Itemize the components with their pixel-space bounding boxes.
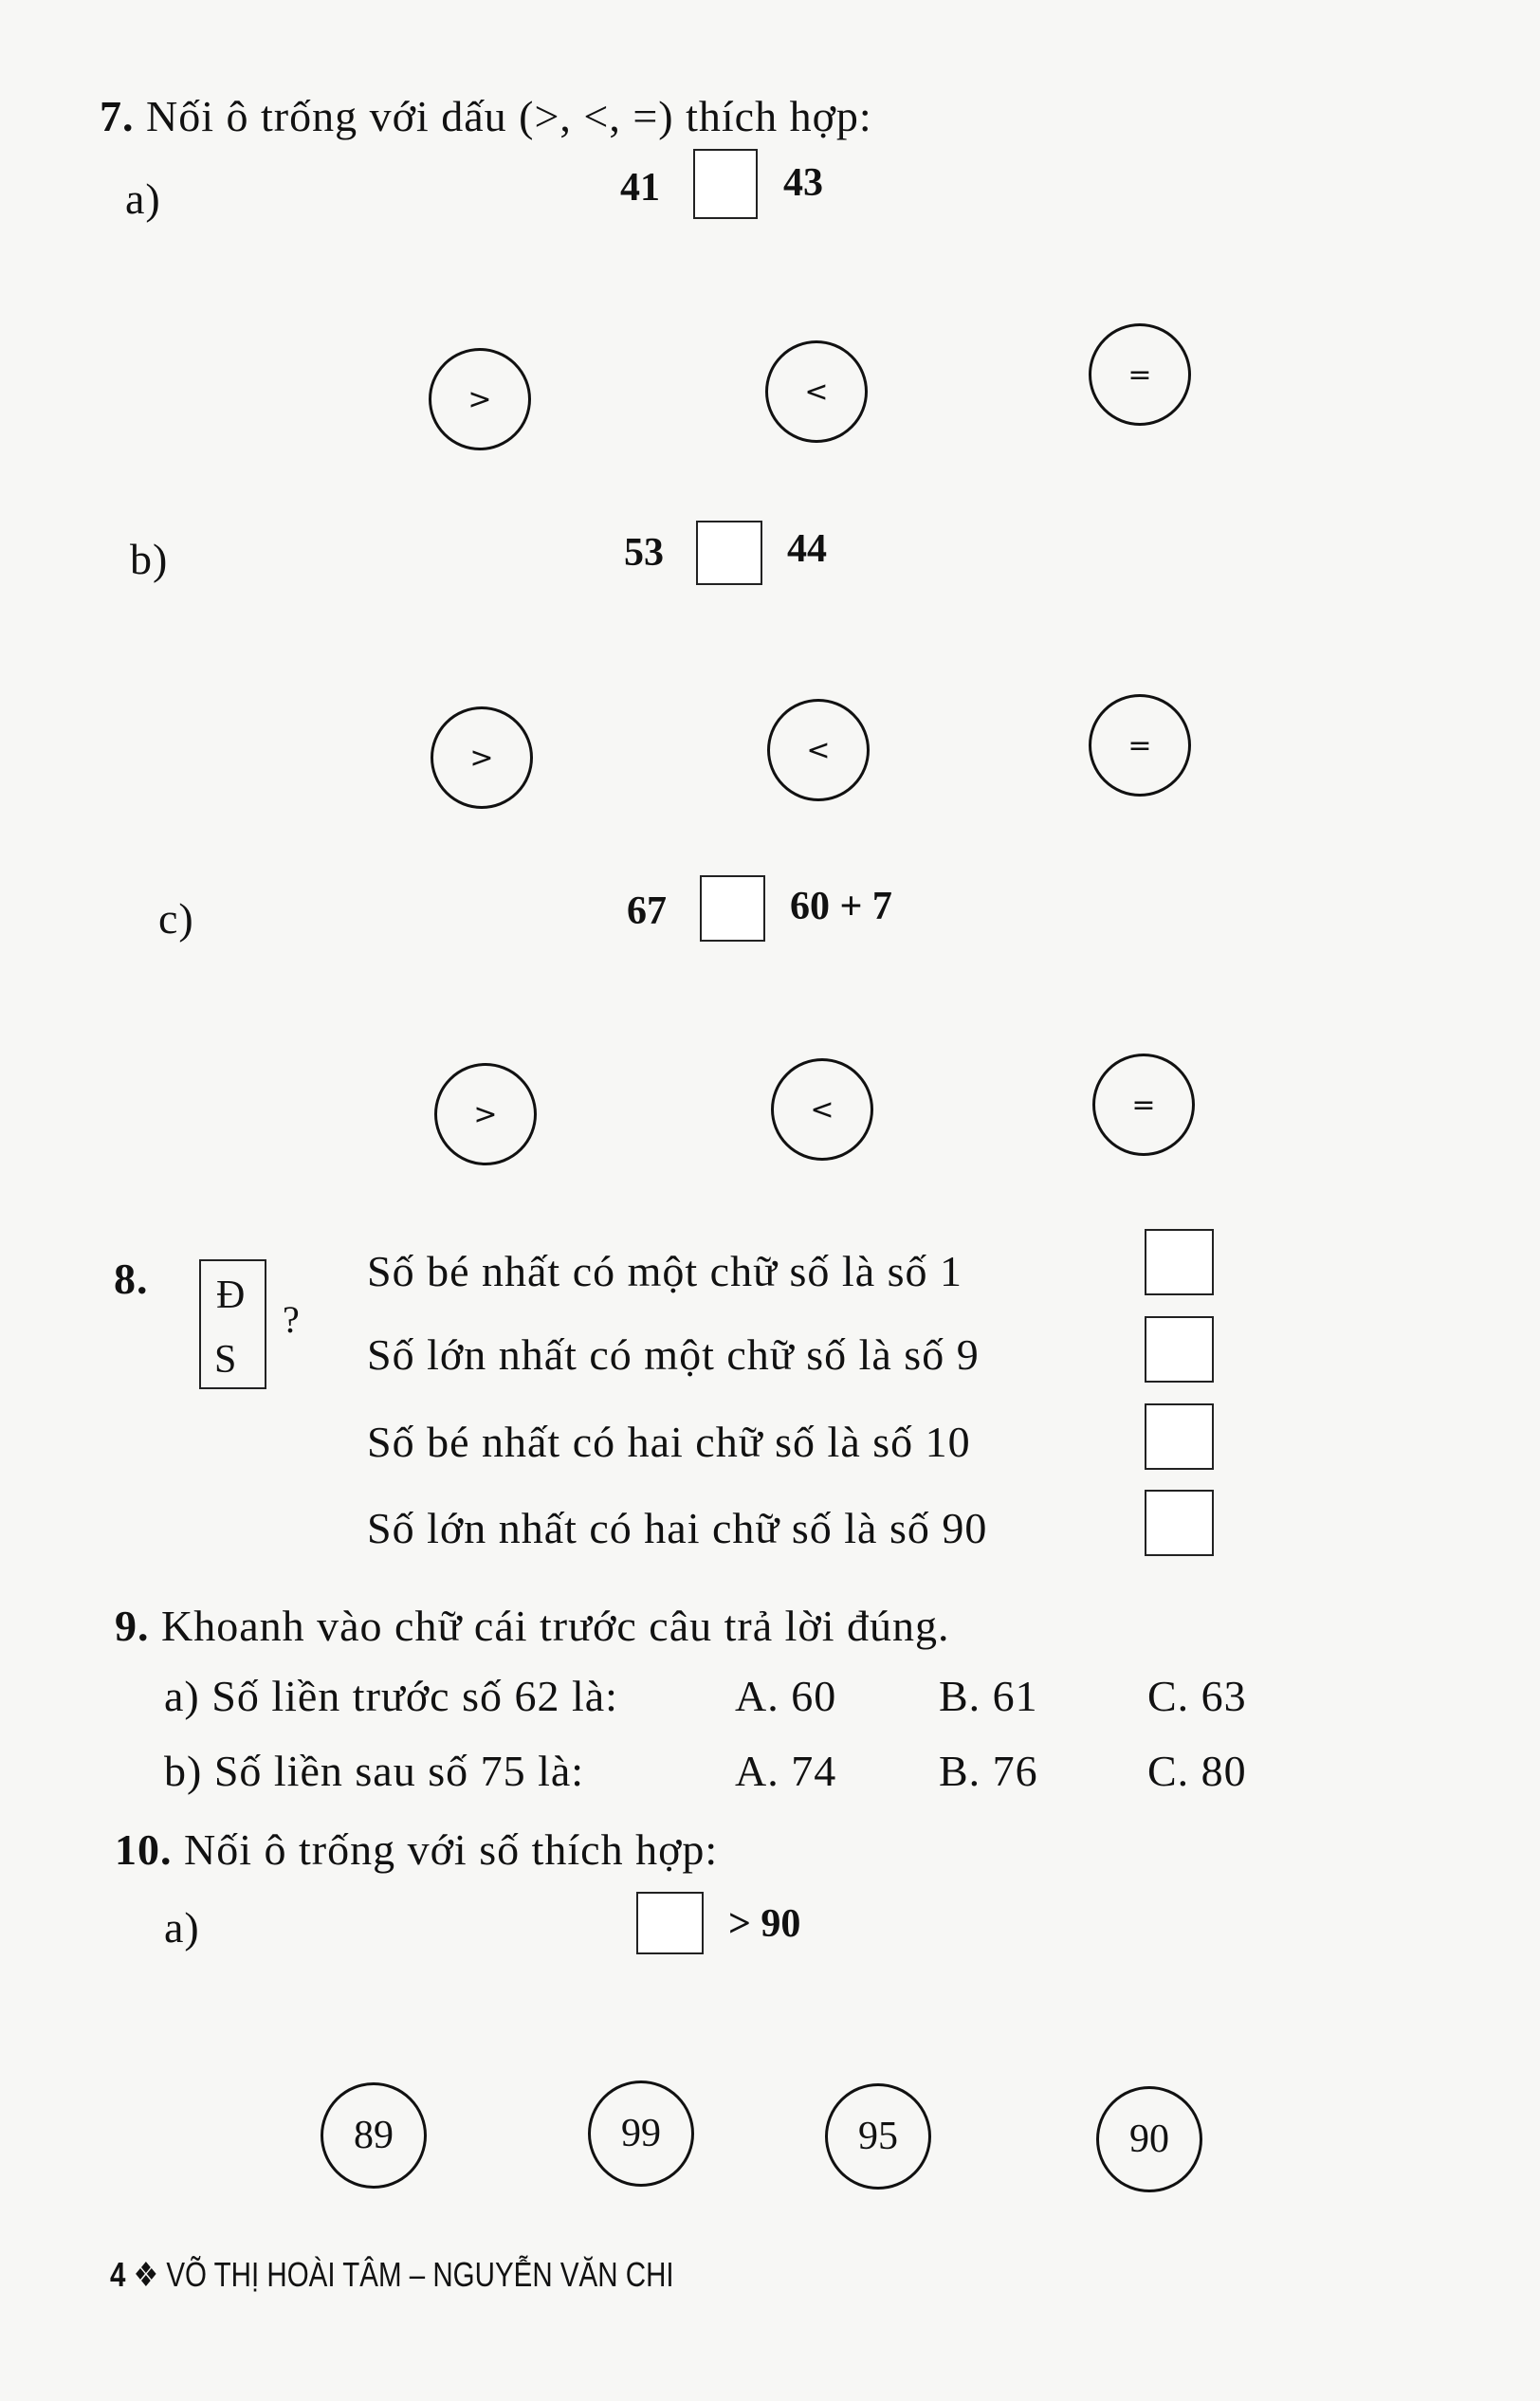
q10-option-99[interactable]: 99: [588, 2080, 694, 2187]
q10-heading: [115, 1825, 719, 1874]
q7a-answer-box[interactable]: [693, 149, 758, 219]
q7b-left: 53: [624, 531, 664, 575]
ornament-icon: ❖: [133, 2255, 159, 2294]
q7-heading: [100, 92, 872, 140]
q7a-option-eq[interactable]: =: [1089, 323, 1191, 426]
q8-answer-box-1[interactable]: [1145, 1229, 1214, 1295]
q10-number: 10.: [115, 1825, 173, 1874]
q7c-answer-box[interactable]: [700, 875, 765, 942]
q10-option-89[interactable]: 89: [321, 2082, 427, 2189]
q10-option-95[interactable]: 95: [825, 2083, 931, 2190]
q7c-option-gt[interactable]: >: [434, 1063, 537, 1165]
q9-heading: [115, 1604, 950, 1648]
true-letter: Đ: [216, 1274, 247, 1317]
q9a-option-a[interactable]: A. 60: [735, 1672, 837, 1720]
page-number: 4: [110, 2255, 126, 2294]
question-mark: ?: [283, 1298, 301, 1341]
q8-answer-box-3[interactable]: [1145, 1403, 1214, 1470]
q7c-left: 67: [627, 889, 667, 933]
page-footer: [110, 2255, 674, 2295]
q8-answer-box-2[interactable]: [1145, 1316, 1214, 1383]
q8-number: 8.: [114, 1255, 149, 1303]
q9a-option-b[interactable]: B. 61: [939, 1672, 1038, 1720]
q9a-question: a) Số liền trước số 62 là:: [164, 1672, 618, 1720]
q7a-label: a): [125, 174, 161, 223]
q7b-option-lt[interactable]: <: [767, 699, 870, 801]
q9b-option-a[interactable]: A. 74: [735, 1747, 837, 1795]
q9b-question: b) Số liền sau số 75 là:: [164, 1747, 585, 1795]
q7a-option-gt[interactable]: >: [429, 348, 531, 450]
q10a-comparison: > 90: [728, 1902, 801, 1946]
q7a-left: 41: [620, 166, 660, 210]
false-letter: S: [214, 1338, 238, 1382]
q8-statement: Số lớn nhất có hai chữ số là số 90: [367, 1504, 988, 1552]
q8-statement: Số bé nhất có một chữ số là số 1: [367, 1247, 963, 1295]
q10a-answer-box[interactable]: [636, 1892, 704, 1954]
q8-answer-box-4[interactable]: [1145, 1490, 1214, 1556]
q8-statement: Số lớn nhất có một chữ số là số 9: [367, 1330, 980, 1379]
q7b-option-gt[interactable]: >: [431, 706, 533, 809]
q7c-option-lt[interactable]: <: [771, 1058, 873, 1161]
authors: VÕ THỊ HOÀI TÂM – NGUYỄN VĂN CHI: [166, 2255, 674, 2294]
q9-number: 9.: [115, 1602, 150, 1650]
q9b-option-c[interactable]: C. 80: [1147, 1747, 1247, 1795]
q7a-right: 43: [783, 161, 823, 205]
q7c-right: 60 + 7: [790, 885, 892, 928]
q10-title: Nối ô trống với số thích hợp:: [184, 1825, 719, 1874]
q10-option-90[interactable]: 90: [1096, 2086, 1202, 2192]
q7-title: Nối ô trống với dấu (>, <, =) thích hợp:: [146, 92, 872, 140]
q7-number: 7.: [100, 92, 135, 140]
q7c-label: c): [158, 894, 194, 943]
q7a-option-lt[interactable]: <: [765, 340, 868, 443]
q7b-label: b): [130, 535, 169, 583]
q7b-option-eq[interactable]: =: [1089, 694, 1191, 797]
q9-title: Khoanh vào chữ cái trước câu trả lời đúng.: [161, 1602, 950, 1650]
q9b-option-b[interactable]: B. 76: [939, 1747, 1038, 1795]
q7b-right: 44: [787, 527, 827, 571]
q7c-option-eq[interactable]: =: [1092, 1054, 1195, 1156]
q7b-answer-box[interactable]: [696, 521, 762, 585]
q9a-option-c[interactable]: C. 63: [1147, 1672, 1247, 1720]
q8-statement: Số bé nhất có hai chữ số là số 10: [367, 1418, 971, 1466]
q10a-label: a): [164, 1903, 200, 1952]
